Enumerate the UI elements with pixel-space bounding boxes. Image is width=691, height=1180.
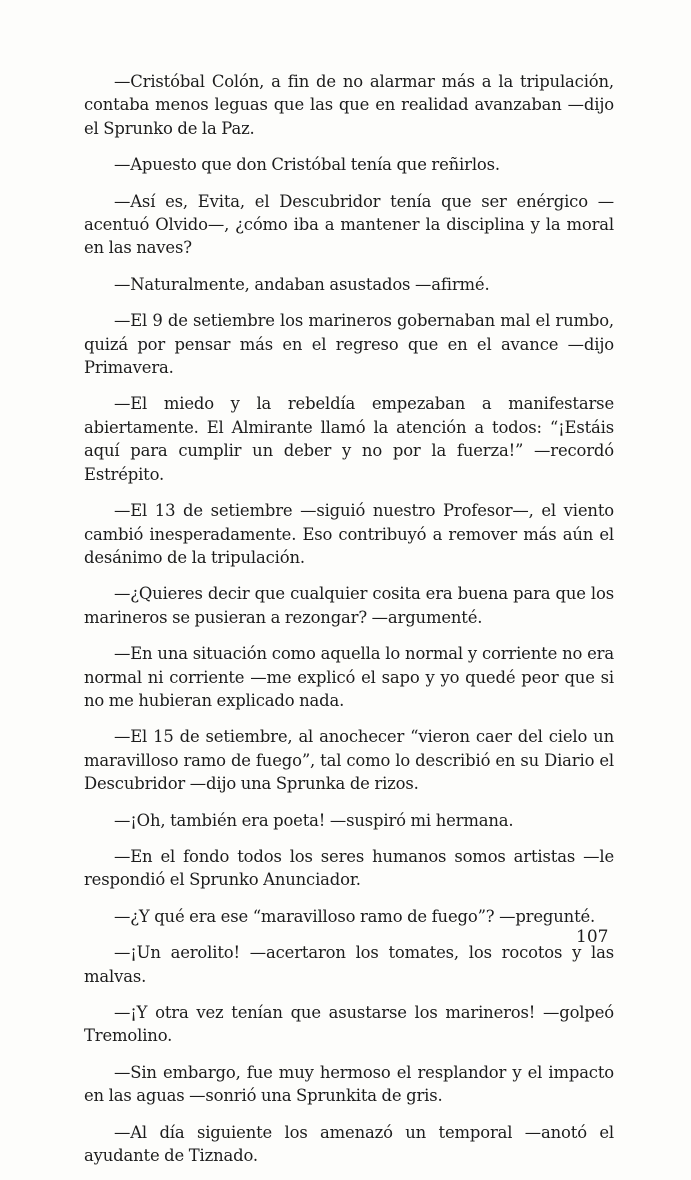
- paragraph: —¡Un aerolito! —acertaron los tomates, los rocotos y las malvas.: [84, 943, 614, 986]
- paragraph: —Sin embargo, fue muy hermoso el resplandor y el impacto en las aguas —sonrió una Sprunkita de gris.: [84, 1062, 614, 1106]
- paragraph: —El miedo y la rebeldía empezaban a manifestarse abiertamente. El Almirante llamó la atención a todos: “¡Estáis aquí para cumplir un deber y no por la fuerza!” —recordó Estrépito.: [84, 394, 614, 484]
- paragraph: —¡Y otra vez tenían que asustarse los marineros! —golpeó Tremolino.: [84, 1003, 614, 1046]
- paragraph: —¿Quieres decir que cualquier cosita era buena para que los marineros se pusieran a rezongar? —argumenté.: [84, 584, 614, 627]
- paragraph: —En el fondo todos los seres humanos somos artistas —le respondió el Sprunko Anunciador.: [84, 846, 614, 890]
- paragraph: —Así es, Evita, el Descubridor tenía que ser enérgico —acentuó Olvido—, ¿cómo iba a mantener la disciplina y la moral en las naves?: [84, 191, 614, 258]
- paragraph: —El 9 de setiembre los marineros gobernaban mal el rumbo, quizá por pensar más en el regreso que en el avance —dijo Primavera.: [84, 311, 614, 378]
- paragraph: —En una situación como aquella lo normal y corriente no era normal ni corriente —me explicó el sapo y yo quedé peor que si no me hubieran explicado nada.: [84, 644, 614, 710]
- paragraph: —Cristóbal Colón, a fin de no alarmar más a la tripulación, contaba menos leguas que las que en realidad avanzaban —dijo el Sprunko de la Paz.: [84, 72, 614, 138]
- paragraph: —Apuesto que don Cristóbal tenía que reñirlos.: [114, 155, 500, 175]
- paragraph: —¡Oh, también era poeta! —suspiró mi hermana.: [114, 810, 514, 830]
- paragraph: —¿Y qué era ese “maravilloso ramo de fuego”? —pregunté.: [114, 906, 596, 926]
- page-body-text: [84, 70, 614, 1180]
- paragraph: —El 13 de setiembre —siguió nuestro Profesor—, el viento cambió inesperadamente. Eso contribuyó a remover más aún el desánimo de la tripulación.: [84, 501, 614, 567]
- paragraph: —El 15 de setiembre, al anochecer “vieron caer del cielo un maravilloso ramo de fuego”, tal como lo describió en su Diario el Descubridor —dijo una Sprunka de rizos.: [84, 727, 614, 794]
- paragraph: —Naturalmente, andaban asustados —afirmé.: [114, 274, 490, 294]
- paragraph: —Al día siguiente los amenazó un temporal —anotó el ayudante de Tiznado.: [84, 1122, 614, 1166]
- page-number: 107: [576, 927, 609, 947]
